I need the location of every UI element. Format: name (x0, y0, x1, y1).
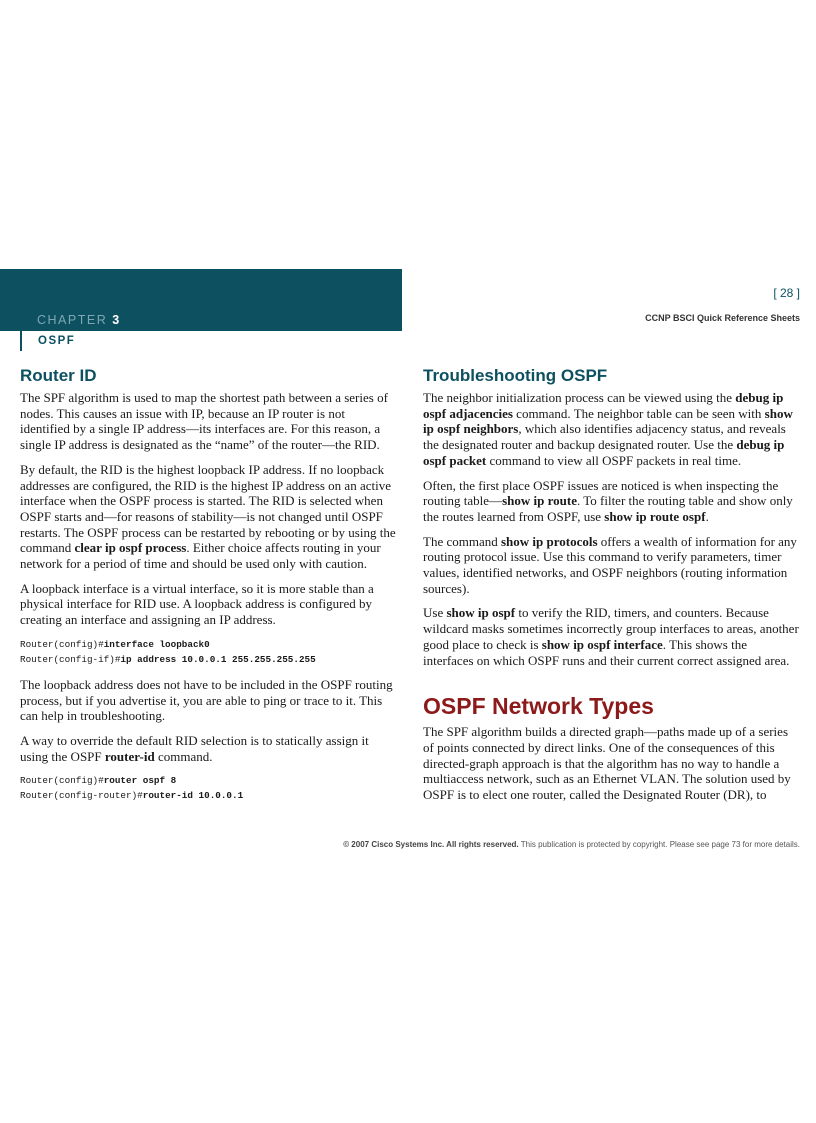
book-title: CCNP BSCI Quick Reference Sheets (645, 313, 800, 323)
chapter-label: CHAPTER 3 (37, 313, 121, 327)
code-block: Router(config)#router ospf 8 Router(config-router)#router-id 10.0.0.1 (20, 775, 244, 802)
paragraph: Often, the first place OSPF issues are noticed is when inspecting the routing table—show ip route. To filter the routing table and show only the routes learned from OSPF, use show ip route ospf. (423, 477, 793, 524)
copyright-footer: © 2007 Cisco Systems Inc. All rights reserved. This publication is protected by copyright. Please see page 73 for more details. (343, 840, 800, 849)
left-column (20, 366, 396, 813)
right-column (423, 366, 799, 812)
paragraph: The SPF algorithm builds a directed graph—paths made up of a series of points connected by direct links. One of the consequences of this directed-graph approach is that the algorithm has no way to handle a multiaccess network, such as an Ethernet VLAN. The solution used by OSPF is to elect one router, called the Designated Router (DR), to (423, 724, 791, 803)
code-block: Router(config)#interface loopback0 Router(config-if)#ip address 10.0.0.1 255.255.255.255 (20, 638, 316, 665)
paragraph: A loopback interface is a virtual interface, so it is more stable than a physical interface for RID use. A loopback address is configured by creating an interface and assigning an IP address. (20, 580, 374, 628)
paragraph: Use show ip ospf to verify the RID, timers, and counters. Because wildcard masks sometimes incorrectly group interfaces to areas, another good place to check is show ip ospf interface. This shows the interfaces on which OSPF runs and their current correct assigned area. (423, 605, 799, 668)
paragraph: The SPF algorithm is used to map the shortest path between a series of nodes. This causes an issue with IP, because an IP router is not identified by a single IP address—its interfaces are. For this reason, a single IP address is designated as the “name” of the router—the RID. (20, 390, 388, 453)
chapter-subtitle: OSPF (38, 335, 76, 347)
troubleshooting-heading: Troubleshooting OSPF (423, 366, 608, 385)
page-number: [ 28 ] (773, 286, 800, 300)
paragraph: The command show ip protocols offers a wealth of information for any routing protocol issue. Use this command to verify parameters, timer values, identified networks, and OSPF neighbors (routing information sources). (423, 533, 797, 596)
paragraph: The neighbor initialization process can be viewed using the debug ip ospf adjacencies command. The neighbor table can be seen with show ip ospf neighbors, which also identifies adjacency status, and reveals the designated router and backup designated router. Use the debug ip ospf packet command to view all OSPF packets in real time. (423, 390, 793, 468)
paragraph: By default, the RID is the highest loopback IP address. If no loopback addresses are configured, the RID is the highest IP address on an active interface when the OSPF process is started. The RID is selected when OSPF starts and—for reasons of stability—is not changed until OSPF restarts. The OSPF process can be restarted by rebooting or by using the command clear ip ospf process. Either choice affects routing in your network for a period of time and should be used only with caution. (20, 461, 396, 572)
router-id-heading: Router ID (20, 366, 97, 385)
paragraph: A way to override the default RID selection is to statically assign it using the OSPF router-id command. (20, 732, 369, 764)
subtitle-bar (20, 331, 22, 351)
network-types-heading: OSPF Network Types (423, 693, 654, 720)
paragraph: The loopback address does not have to be included in the OSPF routing process, but if you advertise it, you are able to ping or trace to it. This can help in troubleshooting. (20, 676, 393, 724)
